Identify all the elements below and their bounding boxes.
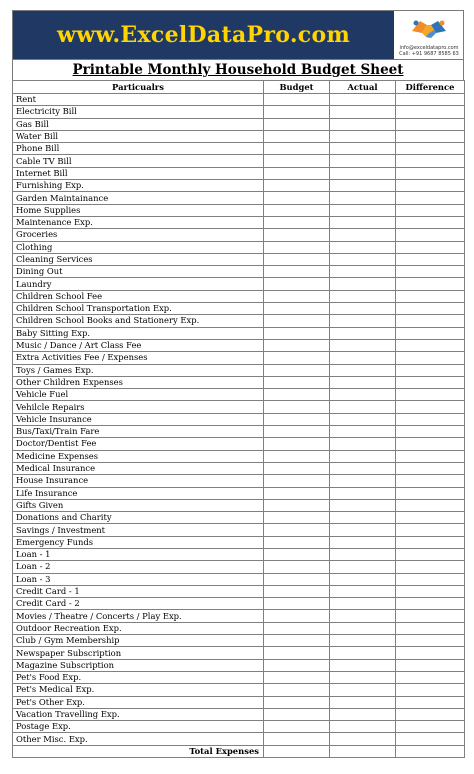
actual-cell[interactable] (330, 106, 396, 118)
expense-item-label: Outdoor Recreation Exp. (13, 622, 264, 634)
total-label: Total Expenses (13, 745, 264, 757)
table-row (13, 733, 465, 745)
budget-cell[interactable] (264, 118, 330, 130)
actual-cell[interactable] (330, 647, 396, 659)
table-row (13, 364, 465, 376)
difference-cell[interactable] (396, 487, 465, 499)
actual-cell[interactable] (330, 499, 396, 511)
expense-item-label: Internet Bill (13, 167, 264, 179)
expense-item-label: Baby Sitting Exp. (13, 327, 264, 339)
column-header-particulars: Particualrs (13, 81, 264, 94)
difference-cell[interactable] (396, 721, 465, 733)
handshake-icon (410, 13, 448, 43)
budget-cell[interactable] (264, 143, 330, 155)
actual-cell[interactable] (330, 548, 396, 560)
logo-email: info@exceldatapro.com (399, 45, 459, 51)
difference-cell[interactable] (396, 512, 465, 524)
expense-item-label: Vehilcle Repairs (13, 401, 264, 413)
table-row (13, 659, 465, 671)
difference-cell[interactable] (396, 413, 465, 425)
difference-cell[interactable] (396, 155, 465, 167)
actual-cell[interactable] (330, 229, 396, 241)
difference-cell[interactable] (396, 352, 465, 364)
difference-cell[interactable] (396, 684, 465, 696)
column-header-actual: Actual (330, 81, 396, 94)
expense-item-label: Other Misc. Exp. (13, 733, 264, 745)
difference-cell[interactable] (396, 610, 465, 622)
expense-item-label: Children School Transportation Exp. (13, 303, 264, 315)
expense-item-label: Rent (13, 94, 264, 106)
expense-item-label: Pet's Other Exp. (13, 696, 264, 708)
table-row (13, 216, 465, 228)
difference-cell[interactable] (396, 290, 465, 302)
difference-cell[interactable] (396, 561, 465, 573)
difference-cell[interactable] (396, 118, 465, 130)
logo (394, 11, 463, 59)
expense-item-label: Pet's Medical Exp. (13, 684, 264, 696)
expense-item-label: Postage Exp. (13, 721, 264, 733)
difference-cell[interactable] (396, 671, 465, 683)
difference-cell[interactable] (396, 364, 465, 376)
column-header-difference: Difference (396, 81, 465, 94)
logo-phone: Call: +91 9687 8585 63 (399, 51, 459, 57)
table-row (13, 266, 465, 278)
table-row (13, 389, 465, 401)
budget-cell[interactable] (264, 229, 330, 241)
difference-cell[interactable] (396, 598, 465, 610)
table-row (13, 438, 465, 450)
difference-cell[interactable] (396, 585, 465, 597)
table-header-row (13, 81, 465, 94)
expense-item-label: Vacation Travelling Exp. (13, 708, 264, 720)
table-row (13, 376, 465, 388)
budget-cell[interactable] (264, 376, 330, 388)
expense-item-label: House Insurance (13, 475, 264, 487)
difference-cell[interactable] (396, 708, 465, 720)
budget-cell[interactable] (264, 290, 330, 302)
table-row (13, 573, 465, 585)
difference-cell[interactable] (396, 548, 465, 560)
actual-cell[interactable] (330, 216, 396, 228)
actual-cell[interactable] (330, 204, 396, 216)
expense-item-label: Other Children Expenses (13, 376, 264, 388)
budget-cell[interactable] (264, 536, 330, 548)
budget-cell[interactable] (264, 106, 330, 118)
expense-item-label: Emergency Funds (13, 536, 264, 548)
actual-cell[interactable] (330, 573, 396, 585)
table-row (13, 585, 465, 597)
difference-cell[interactable] (396, 647, 465, 659)
actual-cell[interactable] (330, 376, 396, 388)
budget-cell[interactable] (264, 696, 330, 708)
difference-cell[interactable] (396, 94, 465, 106)
expense-item-label: Loan - 2 (13, 561, 264, 573)
budget-cell[interactable] (264, 241, 330, 253)
budget-cell[interactable] (264, 462, 330, 474)
difference-cell[interactable] (396, 524, 465, 536)
expense-item-label: Gas Bill (13, 118, 264, 130)
table-row (13, 192, 465, 204)
expense-item-label: Vehicle Fuel (13, 389, 264, 401)
budget-cell[interactable] (264, 561, 330, 573)
difference-cell[interactable] (396, 376, 465, 388)
budget-cell[interactable] (264, 635, 330, 647)
expense-item-label: Maintenance Exp. (13, 216, 264, 228)
expense-item-label: Medicine Expenses (13, 450, 264, 462)
table-row (13, 253, 465, 265)
actual-cell[interactable] (330, 180, 396, 192)
table-row (13, 450, 465, 462)
budget-cell[interactable] (264, 364, 330, 376)
budget-cell[interactable] (264, 253, 330, 265)
table-row (13, 696, 465, 708)
table-row (13, 155, 465, 167)
difference-cell[interactable] (396, 303, 465, 315)
actual-cell[interactable] (330, 290, 396, 302)
actual-cell[interactable] (330, 733, 396, 745)
expense-item-label: Medical Insurance (13, 462, 264, 474)
actual-cell[interactable] (330, 659, 396, 671)
budget-cell[interactable] (264, 413, 330, 425)
difference-cell[interactable] (396, 499, 465, 511)
total-difference-cell[interactable] (396, 745, 465, 757)
table-row (13, 352, 465, 364)
actual-cell[interactable] (330, 610, 396, 622)
budget-cell[interactable] (264, 659, 330, 671)
expense-item-label: Life Insurance (13, 487, 264, 499)
actual-cell[interactable] (330, 426, 396, 438)
expense-item-label: Donations and Charity (13, 512, 264, 524)
budget-cell[interactable] (264, 450, 330, 462)
budget-cell[interactable] (264, 352, 330, 364)
expense-item-label: Music / Dance / Art Class Fee (13, 339, 264, 351)
difference-cell[interactable] (396, 438, 465, 450)
table-row (13, 278, 465, 290)
expense-item-label: Bus/Taxi/Train Fare (13, 426, 264, 438)
actual-cell[interactable] (330, 155, 396, 167)
actual-cell[interactable] (330, 635, 396, 647)
difference-cell[interactable] (396, 143, 465, 155)
table-row (13, 130, 465, 142)
budget-cell[interactable] (264, 339, 330, 351)
difference-cell[interactable] (396, 229, 465, 241)
actual-cell[interactable] (330, 94, 396, 106)
difference-cell[interactable] (396, 426, 465, 438)
table-row (13, 512, 465, 524)
budget-cell[interactable] (264, 499, 330, 511)
expense-item-label: Loan - 1 (13, 548, 264, 560)
budget-cell[interactable] (264, 327, 330, 339)
budget-cell[interactable] (264, 180, 330, 192)
actual-cell[interactable] (330, 389, 396, 401)
expense-item-label: Toys / Games Exp. (13, 364, 264, 376)
table-row (13, 671, 465, 683)
expense-item-label: Loan - 3 (13, 573, 264, 585)
difference-cell[interactable] (396, 180, 465, 192)
difference-cell[interactable] (396, 327, 465, 339)
budget-cell[interactable] (264, 721, 330, 733)
budget-cell[interactable] (264, 315, 330, 327)
difference-cell[interactable] (396, 635, 465, 647)
difference-cell[interactable] (396, 401, 465, 413)
expense-item-label: Gifts Given (13, 499, 264, 511)
difference-cell[interactable] (396, 266, 465, 278)
table-row (13, 167, 465, 179)
budget-cell[interactable] (264, 438, 330, 450)
table-row (13, 708, 465, 720)
difference-cell[interactable] (396, 659, 465, 671)
actual-cell[interactable] (330, 475, 396, 487)
budget-cell[interactable] (264, 192, 330, 204)
budget-cell[interactable] (264, 401, 330, 413)
budget-cell[interactable] (264, 733, 330, 745)
expense-item-label: Furnishing Exp. (13, 180, 264, 192)
table-row (13, 635, 465, 647)
column-header-budget: Budget (264, 81, 330, 94)
budget-cell[interactable] (264, 155, 330, 167)
budget-cell[interactable] (264, 671, 330, 683)
table-row (13, 561, 465, 573)
expense-item-label: Water Bill (13, 130, 264, 142)
budget-cell[interactable] (264, 487, 330, 499)
expense-item-label: Cleaning Services (13, 253, 264, 265)
actual-cell[interactable] (330, 561, 396, 573)
budget-cell[interactable] (264, 426, 330, 438)
table-row (13, 426, 465, 438)
table-row (13, 229, 465, 241)
expense-item-label: Children School Fee (13, 290, 264, 302)
budget-cell[interactable] (264, 94, 330, 106)
actual-cell[interactable] (330, 327, 396, 339)
actual-cell[interactable] (330, 487, 396, 499)
actual-cell[interactable] (330, 130, 396, 142)
expense-item-label: Credit Card - 2 (13, 598, 264, 610)
site-banner (13, 11, 394, 59)
difference-cell[interactable] (396, 253, 465, 265)
page-title: Printable Monthly Household Budget Sheet (72, 62, 404, 78)
table-row (13, 401, 465, 413)
difference-cell[interactable] (396, 573, 465, 585)
difference-cell[interactable] (396, 106, 465, 118)
budget-cell[interactable] (264, 389, 330, 401)
table-row (13, 548, 465, 560)
actual-cell[interactable] (330, 462, 396, 474)
actual-cell[interactable] (330, 721, 396, 733)
expense-item-label: Pet's Food Exp. (13, 671, 264, 683)
difference-cell[interactable] (396, 450, 465, 462)
actual-cell[interactable] (330, 241, 396, 253)
expense-item-label: Savings / Investment (13, 524, 264, 536)
difference-cell[interactable] (396, 389, 465, 401)
difference-cell[interactable] (396, 241, 465, 253)
actual-cell[interactable] (330, 118, 396, 130)
table-row (13, 118, 465, 130)
actual-cell[interactable] (330, 352, 396, 364)
difference-cell[interactable] (396, 462, 465, 474)
actual-cell[interactable] (330, 413, 396, 425)
table-row (13, 106, 465, 118)
expense-item-label: Movies / Theatre / Concerts / Play Exp. (13, 610, 264, 622)
expense-item-label: Children School Books and Stationery Exp. (13, 315, 264, 327)
expense-item-label: Newspaper Subscription (13, 647, 264, 659)
budget-cell[interactable] (264, 610, 330, 622)
difference-cell[interactable] (396, 339, 465, 351)
expense-item-label: Home Supplies (13, 204, 264, 216)
expense-item-label: Vehicle Insurance (13, 413, 264, 425)
actual-cell[interactable] (330, 266, 396, 278)
budget-cell[interactable] (264, 130, 330, 142)
table-row (13, 241, 465, 253)
table-row (13, 339, 465, 351)
difference-cell[interactable] (396, 475, 465, 487)
table-row (13, 413, 465, 425)
expense-item-label: Extra Activities Fee / Expenses (13, 352, 264, 364)
table-row (13, 143, 465, 155)
actual-cell[interactable] (330, 401, 396, 413)
total-budget-cell[interactable] (264, 745, 330, 757)
actual-cell[interactable] (330, 536, 396, 548)
expense-item-label: Magazine Subscription (13, 659, 264, 671)
table-row (13, 499, 465, 511)
expense-item-label: Phone Bill (13, 143, 264, 155)
actual-cell[interactable] (330, 253, 396, 265)
budget-cell[interactable] (264, 708, 330, 720)
table-row (13, 598, 465, 610)
expense-item-label: Electricity Bill (13, 106, 264, 118)
actual-cell[interactable] (330, 339, 396, 351)
expense-item-label: Clothing (13, 241, 264, 253)
difference-cell[interactable] (396, 216, 465, 228)
expense-item-label: Laundry (13, 278, 264, 290)
budget-table (12, 80, 465, 758)
table-row (13, 204, 465, 216)
budget-cell[interactable] (264, 204, 330, 216)
budget-cell[interactable] (264, 524, 330, 536)
budget-cell[interactable] (264, 684, 330, 696)
difference-cell[interactable] (396, 204, 465, 216)
actual-cell[interactable] (330, 684, 396, 696)
difference-cell[interactable] (396, 622, 465, 634)
actual-cell[interactable] (330, 167, 396, 179)
table-row (13, 684, 465, 696)
table-row (13, 290, 465, 302)
actual-cell[interactable] (330, 364, 396, 376)
budget-cell[interactable] (264, 216, 330, 228)
actual-cell[interactable] (330, 585, 396, 597)
actual-cell[interactable] (330, 315, 396, 327)
actual-cell[interactable] (330, 450, 396, 462)
difference-cell[interactable] (396, 167, 465, 179)
budget-cell[interactable] (264, 475, 330, 487)
total-actual-cell[interactable] (330, 745, 396, 757)
table-row (13, 487, 465, 499)
budget-cell[interactable] (264, 278, 330, 290)
table-row (13, 315, 465, 327)
difference-cell[interactable] (396, 192, 465, 204)
difference-cell[interactable] (396, 696, 465, 708)
actual-cell[interactable] (330, 512, 396, 524)
difference-cell[interactable] (396, 130, 465, 142)
table-row (13, 327, 465, 339)
budget-cell[interactable] (264, 266, 330, 278)
actual-cell[interactable] (330, 524, 396, 536)
table-row (13, 622, 465, 634)
table-row (13, 303, 465, 315)
header (12, 10, 464, 60)
actual-cell[interactable] (330, 696, 396, 708)
budget-cell[interactable] (264, 167, 330, 179)
table-row (13, 180, 465, 192)
site-url[interactable]: www.ExcelDataPro.com (56, 22, 351, 48)
actual-cell[interactable] (330, 278, 396, 290)
table-row (13, 610, 465, 622)
expense-item-label: Dining Out (13, 266, 264, 278)
budget-cell[interactable] (264, 585, 330, 597)
budget-cell[interactable] (264, 573, 330, 585)
actual-cell[interactable] (330, 438, 396, 450)
difference-cell[interactable] (396, 733, 465, 745)
budget-cell[interactable] (264, 512, 330, 524)
actual-cell[interactable] (330, 303, 396, 315)
table-row (13, 647, 465, 659)
expense-item-label: Garden Maintainance (13, 192, 264, 204)
actual-cell[interactable] (330, 708, 396, 720)
table-row (13, 94, 465, 106)
difference-cell[interactable] (396, 278, 465, 290)
expense-item-label: Doctor/Dentist Fee (13, 438, 264, 450)
actual-cell[interactable] (330, 143, 396, 155)
budget-cell[interactable] (264, 598, 330, 610)
table-row (13, 536, 465, 548)
budget-cell[interactable] (264, 647, 330, 659)
actual-cell[interactable] (330, 671, 396, 683)
actual-cell[interactable] (330, 192, 396, 204)
table-row (13, 721, 465, 733)
table-row (13, 475, 465, 487)
actual-cell[interactable] (330, 622, 396, 634)
budget-cell[interactable] (264, 303, 330, 315)
title-row (12, 60, 464, 80)
budget-cell[interactable] (264, 548, 330, 560)
difference-cell[interactable] (396, 315, 465, 327)
expense-item-label: Cable TV Bill (13, 155, 264, 167)
expense-item-label: Groceries (13, 229, 264, 241)
budget-cell[interactable] (264, 622, 330, 634)
difference-cell[interactable] (396, 536, 465, 548)
expense-item-label: Club / Gym Membership (13, 635, 264, 647)
table-row (13, 462, 465, 474)
actual-cell[interactable] (330, 598, 396, 610)
total-row (13, 745, 465, 757)
table-row (13, 524, 465, 536)
expense-item-label: Credit Card - 1 (13, 585, 264, 597)
